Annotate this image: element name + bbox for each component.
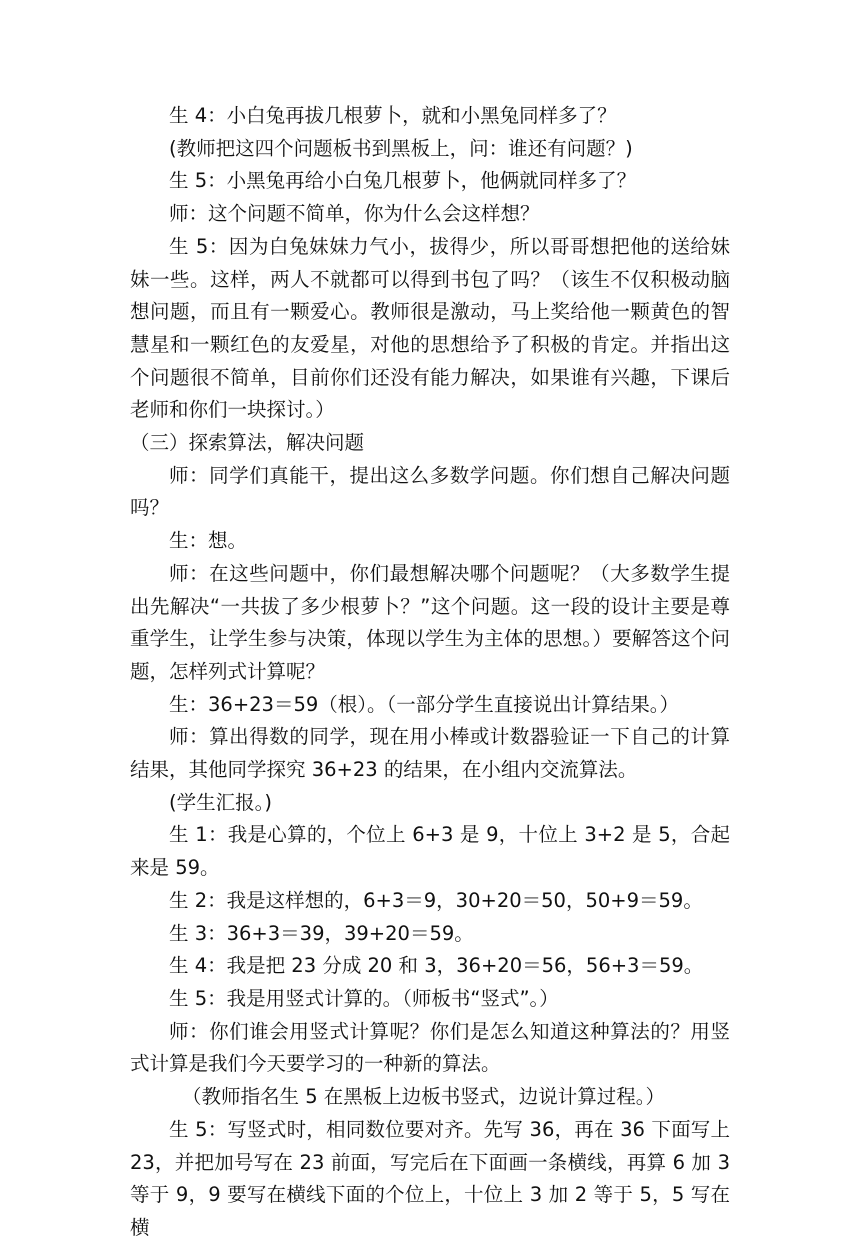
paragraph-student5-method: 生 5：我是用竖式计算的。（师板书“竖式”。）: [169, 986, 559, 1010]
paragraph-student5-vertical-steps: 生 5：写竖式时，相同数位要对齐。先写 36，再在 36 下面写上 23，并把加号写在 23 前面，写完后在下面画一条横线，再算 6 加 3 等于 9，9 要写在横线下面的个位上，十位上 3 加 2 等于 5，5 写在横: [130, 1117, 730, 1239]
paragraph-student4-question: 生 4：小白兔再拔几根萝卜，就和小黑兔同样多了？: [169, 104, 617, 127]
paragraph-teacher-praise: 师：同学们真能干，提出这么多数学问题。你们想自己解决问题吗？: [130, 463, 730, 520]
paragraph-student1-method: 生 1：我是心算的，个位上 6+3 是 9，十位上 3+2 是 5，合起来是 59。: [130, 823, 730, 880]
paragraph-student2-method: 生 2：我是这样想的，6+3＝9，30+20＝50，50+9＝59。: [169, 888, 703, 912]
paragraph-student5-explanation: 生 5：因为白兔妹妹力气小，拔得少，所以哥哥想把他的送给妹妹一些。这样，两人不就都可以得到书包了吗？（该生不仅积极动脑想问题，而且有一颗爱心。教师很是激动，马上奖给他一颗黄色的智慧星和一颗红色的友爱星，对他的思想给予了积极的肯定。并指出这个问题很不简单，目前你们还没有能力解决，如果谁有兴趣，下课后老师和你们一块探讨。）: [130, 234, 730, 422]
paragraph-teacher-instruction: （教师指名生 5 在黑板上边板书竖式，边说计算过程。）: [182, 1085, 666, 1109]
paragraph-student5-question: 生 5：小黑兔再给小白兔几根萝卜，他俩就同样多了？: [169, 169, 637, 193]
paragraph-student-equation: 生：36+23＝59（根）。（一部分学生直接说出计算结果。）: [169, 692, 680, 716]
paragraph-student4-method: 生 4：我是把 23 分成 20 和 3，36+20＝56，56+3＝59。: [169, 954, 704, 978]
paragraph-teacher-board-note: (教师把这四个问题板书到黑板上，问：谁还有问题？): [169, 136, 633, 160]
section-heading-explore: （三）探索算法，解决问题: [130, 431, 365, 455]
document-page: [130, 100, 730, 1245]
paragraph-student3-method: 生 3：36+3＝39，39+20＝59。: [169, 921, 474, 945]
paragraph-teacher-why: 师：这个问题不简单，你为什么会这样想？: [169, 202, 540, 226]
paragraph-student-report: (学生汇报。): [169, 790, 272, 814]
paragraph-teacher-verify: 师：算出得数的同学，现在用小棒或计数器验证一下自己的计算结果，其他同学探究 36+23 的结果，在小组内交流算法。: [130, 725, 730, 782]
paragraph-teacher-which-problem: 师：在这些问题中，你们最想解决哪个问题呢？（大多数学生提出先解决“一共拔了多少根萝卜？”这个问题。这一段的设计主要是尊重学生，让学生参与决策，体现以学生为主体的思想。）要解答这个问题，怎样列式计算呢？: [130, 561, 730, 683]
paragraph-teacher-vertical-form: 师：你们谁会用竖式计算呢？你们是怎么知道这种算法的？用竖式计算是我们今天要学习的一种新的算法。: [130, 1019, 730, 1076]
paragraph-students-want: 生：想。: [169, 529, 248, 553]
